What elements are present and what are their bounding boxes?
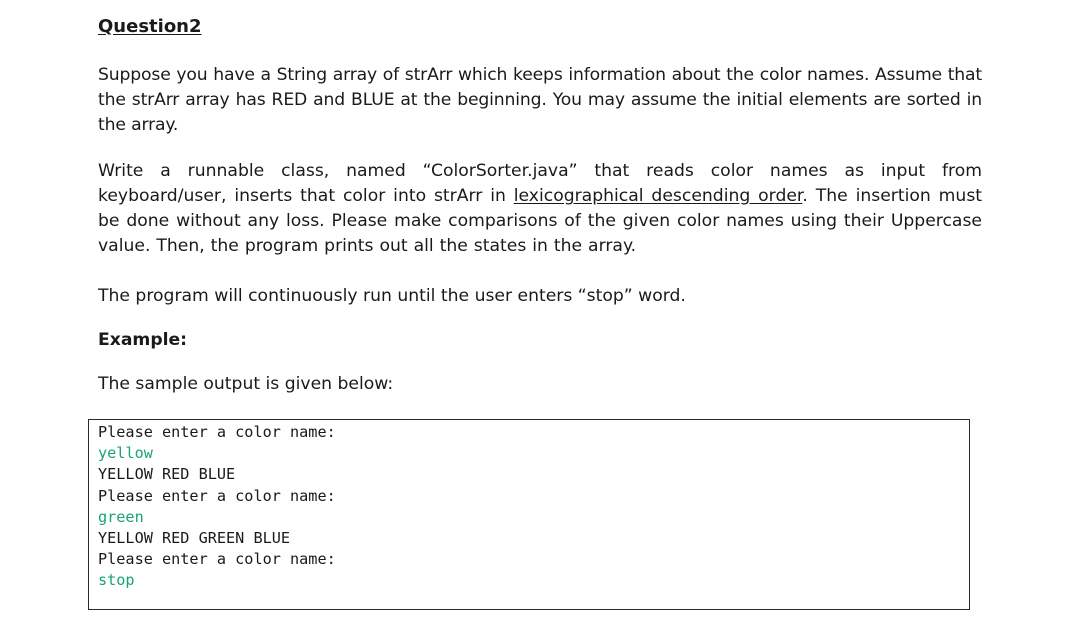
task-text-start: Write a runnable class, named “ColorSorter.java” that reads color names as input from keyboard/user, inserts that color into strArr in [98,161,982,206]
user-input-line: green [98,507,144,526]
task-paragraph [98,159,982,259]
output-line: YELLOW RED GREEN BLUE [98,529,291,548]
task-text-end: . The insertion must be done without any loss. Please make comparisons of the given color names using their Uppercase value. Then, the program prints out all the states in the array. [98,186,983,256]
output-line: Please enter a color name: [98,423,336,441]
example-heading: Example: [98,330,188,350]
user-input-line: yellow [98,444,153,463]
sample-output-intro: The sample output is given below: [98,374,394,394]
question-heading: Question2 [98,16,202,37]
output-line: Please enter a color name: [98,550,336,569]
problem-description-paragraph: Suppose you have a String array of strArr which keeps information about the color names. Assume that the strArr array has RED and BLUE at the beginning. You may assume the initial elements are sorted in the array. [98,65,982,135]
sort-order-emphasis: lexicographical descending order [513,186,803,206]
user-input-line: stop [98,571,135,590]
sample-output-box [88,419,970,610]
output-line: YELLOW RED BLUE [98,465,236,484]
output-line: Please enter a color name: [98,486,336,505]
termination-paragraph: The program will continuously run until the user enters “stop” word. [98,286,686,306]
